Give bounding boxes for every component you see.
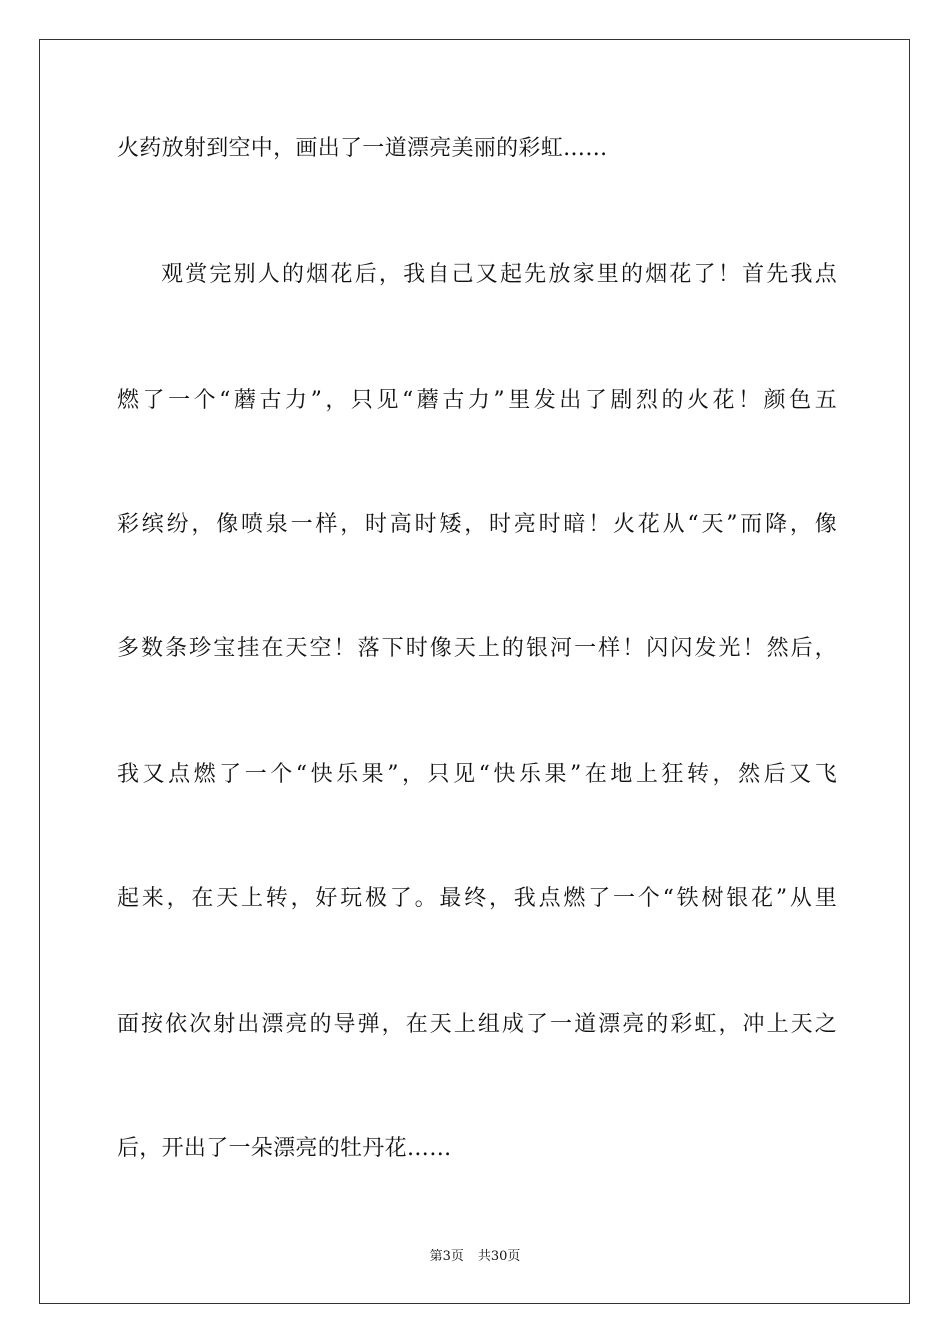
text-line-8: 面按依次射出漂亮的导弹，在天上组成了一道漂亮的彩虹，冲上天之 <box>117 1012 837 1037</box>
text-line-9: 后，开出了一朵漂亮的牡丹花…… <box>117 1136 452 1161</box>
page-border <box>39 39 910 1304</box>
text-line-7: 起来，在天上转，好玩极了。最终，我点燃了一个“铁树银花”从里 <box>117 886 837 911</box>
text-line-5: 多数条珍宝挂在天空！落下时像天上的银河一样！闪闪发光！然后， <box>117 636 837 661</box>
text-line-4: 彩缤纷，像喷泉一样，时高时矮，时亮时暗！火花从“天”而降，像 <box>117 512 837 537</box>
text-line-1: 火药放射到空中，画出了一道漂亮美丽的彩虹…… <box>117 136 608 161</box>
total-pages: 共30页 <box>477 1249 521 1264</box>
page-number: 第3页 <box>429 1249 464 1264</box>
page-footer <box>0 1248 950 1266</box>
text-line-6: 我又点燃了一个“快乐果”，只见“快乐果”在地上狂转，然后又飞 <box>117 762 837 787</box>
text-line-2: 观赏完别人的烟花后，我自己又起先放家里的烟花了！首先我点 <box>161 262 837 287</box>
text-line-3: 燃了一个“蘑古力”，只见“蘑古力”里发出了剧烈的火花！颜色五 <box>117 388 837 413</box>
